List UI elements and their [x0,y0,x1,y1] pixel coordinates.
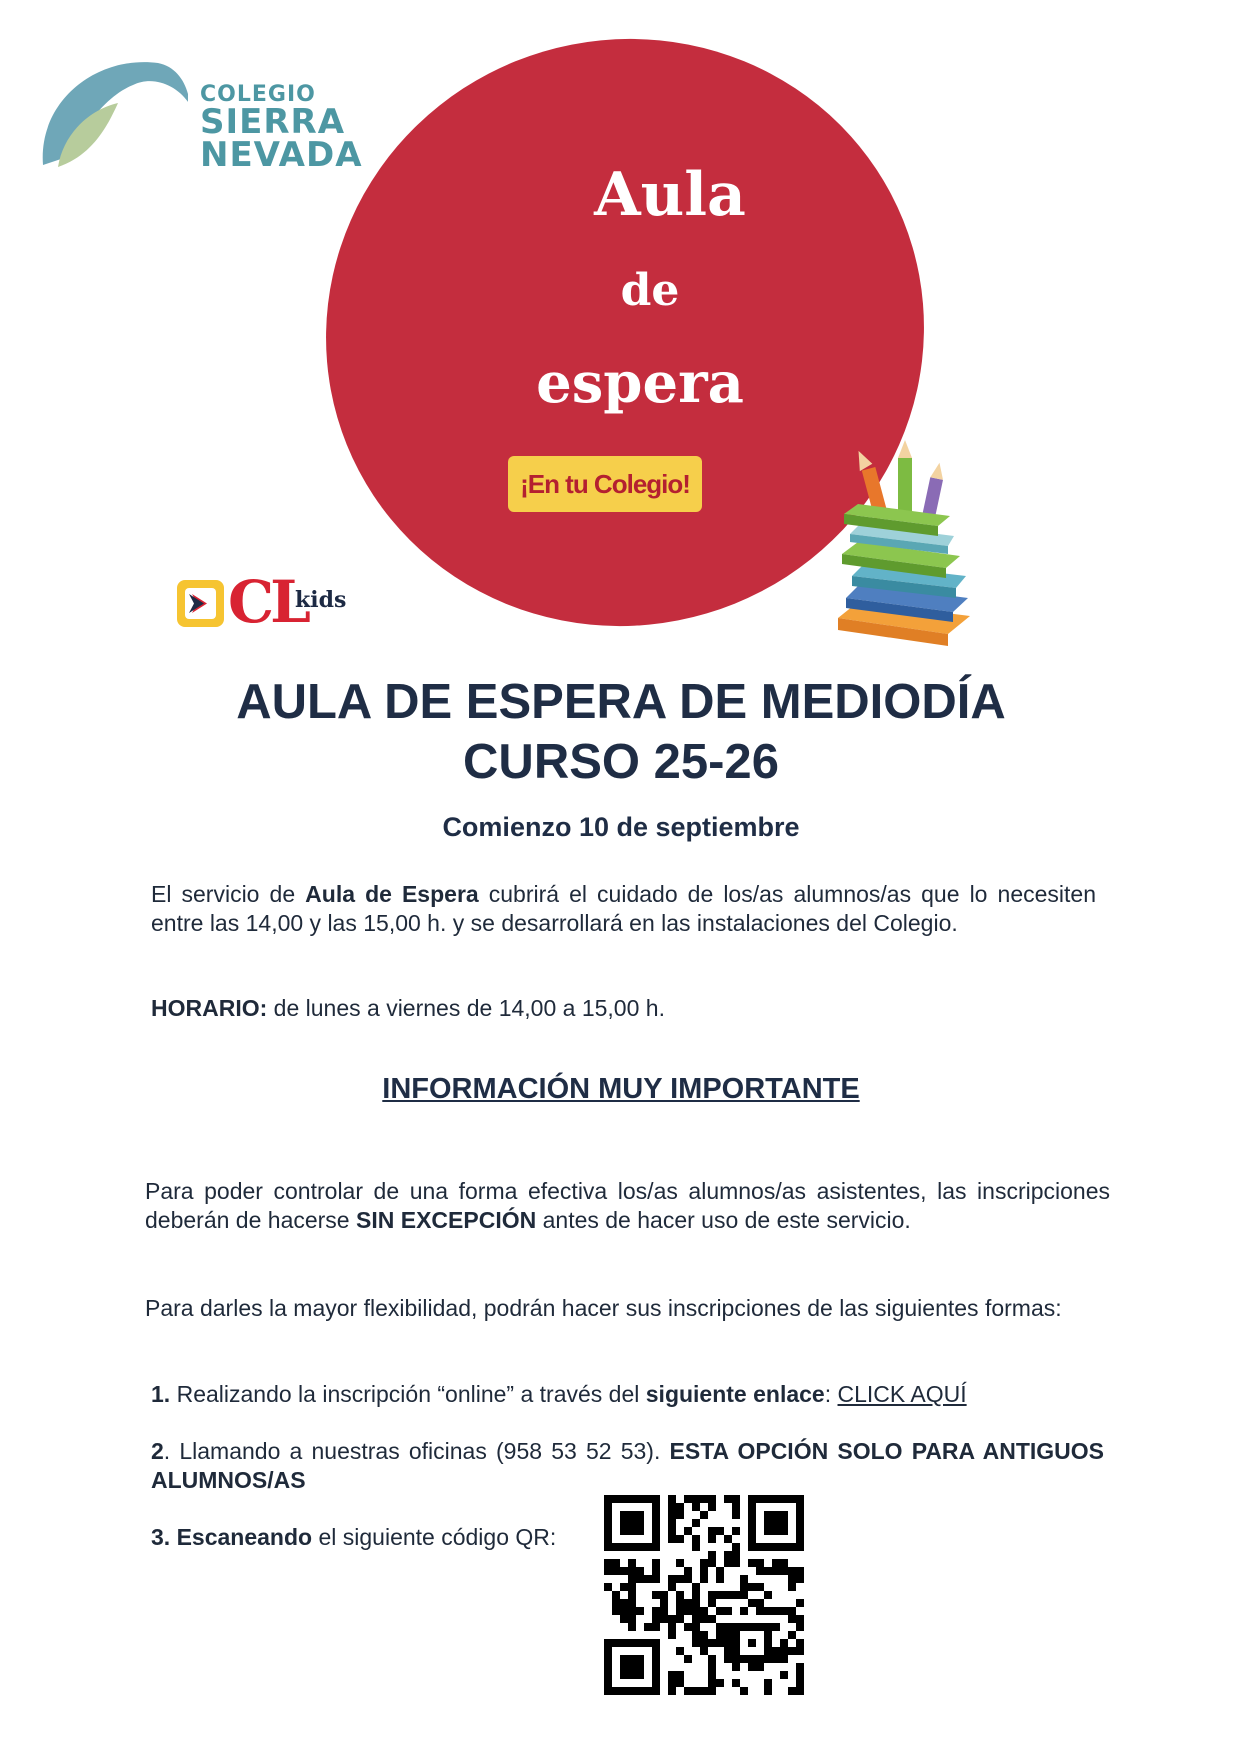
main-title [0,672,1242,792]
option-1-colon: : [824,1381,838,1407]
option-2-text: . Llamando a nuestras oficinas (958 53 52 53). [163,1438,670,1464]
option-3-bold: 3. Escaneando [151,1524,313,1550]
start-date-subtitle: Comienzo 10 de septiembre [442,812,800,842]
cl-arrow-icon [177,580,224,627]
option-2-bold: ESTA OPCIÓN SOLO PARA ANTIGUOS ALUMNOS/AS [151,1438,1105,1493]
cl-kids-text: kids [295,587,347,613]
hero-title-line2: de [620,265,680,316]
main-title-line2: CURSO 25-26 [463,735,779,789]
flexibility-paragraph: Para darles la mayor flexibilidad, podrán hacer sus inscripciones de las siguientes formas: [145,1295,1062,1321]
hero-title-line1: Aula [594,160,746,230]
horario-text: de lunes a viernes de 14,00 a 15,00 h. [267,995,665,1021]
logo-line-nevada: NEVADA [200,135,363,175]
option-3-text: el siguiente código QR: [312,1524,557,1550]
books-pencils-icon [828,438,978,648]
logo-line-colegio: COLEGIO [200,82,316,107]
important-info-heading: INFORMACIÓN MUY IMPORTANTE [382,1073,860,1105]
horario-paragraph [151,994,1096,1023]
school-logo-icon [38,55,188,180]
intro-bold: Aula de Espera [305,881,479,907]
click-here-link[interactable]: CLICK AQUÍ [837,1381,967,1407]
option-phone [151,1437,1104,1495]
option-1-text: Realizando la inscripción “online” a través del [170,1381,646,1407]
main-title-line1: AULA DE ESPERA DE MEDIODÍA [236,675,1006,729]
option-1-number: 1. [151,1381,171,1407]
option-online [151,1380,1111,1409]
intro-paragraph [151,880,1096,938]
control-paragraph [145,1177,1110,1235]
option-1-bold: siguiente enlace [645,1381,825,1407]
control-bold: SIN EXCEPCIÓN [356,1207,537,1233]
control-suffix: antes de hacer uso de este servicio. [536,1207,911,1233]
en-tu-colegio-badge: ¡En tu Colegio! [508,456,702,512]
cl-logo-text: CL [228,568,307,636]
option-qr [151,1523,601,1552]
intro-prefix: El servicio de [151,881,306,907]
control-prefix: Para poder controlar de una forma efectiva los/as alumnos/as asistentes, las inscripciones deberán de hacerse [145,1178,1110,1233]
hero-title-line3: espera [536,350,744,416]
option-2-number: 2 [151,1438,164,1464]
intro-suffix: cubrirá el cuidado de los/as alumnos/as que lo necesiten entre las 14,00 y las 15,00 h. y se desarrollará en las instalaciones del Colegio. [151,881,1096,936]
horario-label: HORARIO: [151,995,268,1021]
logo-line-sierra: SIERRA [200,102,346,142]
qr-code-icon[interactable] [604,1495,804,1695]
